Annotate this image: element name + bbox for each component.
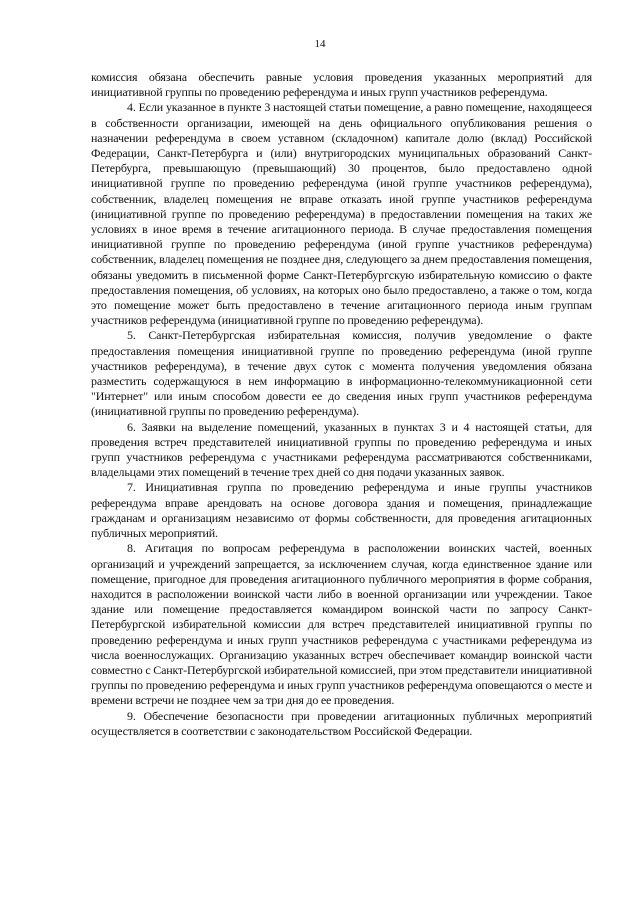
paragraph-item-7: 7. Инициативная группа по проведению референдума и иные группы участников референдума вправе арендовать на основе договора здания и помещения, принадлежащие гражданам и организациям независимо от формы собственности, для проведения агитационных публичных мероприятий. — [91, 480, 592, 541]
document-body — [91, 70, 592, 739]
paragraph-item-8: 8. Агитация по вопросам референдума в расположении воинских частей, военных организаций и учреждений запрещается, за исключением случая, когда единственное здание или помещение, пригодное для проведения агитационного публичного мероприятия в форме собрания, находится в расположении воинской части либо в военной организации или учреждении. Такое здание или помещение предоставляется командиром воинской части по запросу Санкт-Петербургской избирательной комиссии для встреч представителей инициативной группы по проведению референдума и иных групп участников референдума с участниками референдума из числа военнослужащих. Организацию указанных встреч обеспечивает командир воинской части совместно с Санкт-Петербургской избирательной комиссией, при этом представители инициативной группы по проведению референдума и иных групп участников референдума оповещаются о месте и времени встречи не позднее чем за три дня до ее проведения. — [91, 541, 592, 708]
paragraph-continuation: комиссия обязана обеспечить равные условия проведения указанных мероприятий для инициативной группы по проведению референдума и иных групп участников референдума. — [91, 70, 592, 100]
paragraph-item-9: 9. Обеспечение безопасности при проведении агитационных публичных мероприятий осуществляется в соответствии с законодательством Российской Федерации. — [91, 708, 592, 738]
paragraph-item-6: 6. Заявки на выделение помещений, указанных в пунктах 3 и 4 настоящей статьи, для проведения встреч представителей инициативной группы по проведению референдума и иных групп участников референдума с участниками референдума рассматриваются собственниками, владельцами этих помещений в течение трех дней со дня подачи указанных заявок. — [91, 419, 592, 480]
paragraph-item-5: 5. Санкт-Петербургская избирательная комиссия, получив уведомление о факте предоставления помещения инициативной группе по проведению референдума (иной группе участников референдума), в течение двух суток с момента получения уведомления обязана разместить содержащуюся в нем информацию в информационно-телекоммуникационной сети "Интернет" или иным способом довести ее до сведения иных групп участников референдума (инициативной группы по проведению референдума). — [91, 328, 592, 419]
page-number: 14 — [314, 38, 326, 50]
paragraph-item-4: 4. Если указанное в пункте 3 настоящей статьи помещение, а равно помещение, находящееся в собственности организации, имеющей на день официального опубликования решения о назначении референдума в своем уставном (складочном) капитале долю (вклад) Российской Федерации, Санкт-Петербурга и (или) внутригородских муниципальных образований Санкт-Петербурга, превышающую (превышающий) 30 процентов, было предоставлено одной инициативной группе по проведению референдума (иной группе участников референдума), собственник, владелец помещения не вправе отказать иной группе участников референдума (инициативной группе по проведению референдума) в предоставлении помещения на таких же условиях в иное время в течение агитационного периода. В случае предоставления помещения инициативной группе по проведению референдума (иной группе участников референдума) собственник, владелец помещения не позднее дня, следующего за днем предоставления помещения, обязаны уведомить в письменной форме Санкт-Петербургскую избирательную комиссию о факте предоставления помещения, об условиях, на которых оно было предоставлено, а также о том, когда это помещение может быть предоставлено в течение агитационного периода иным группам участников референдума (инициативной группе по проведению референдума). — [91, 100, 592, 328]
